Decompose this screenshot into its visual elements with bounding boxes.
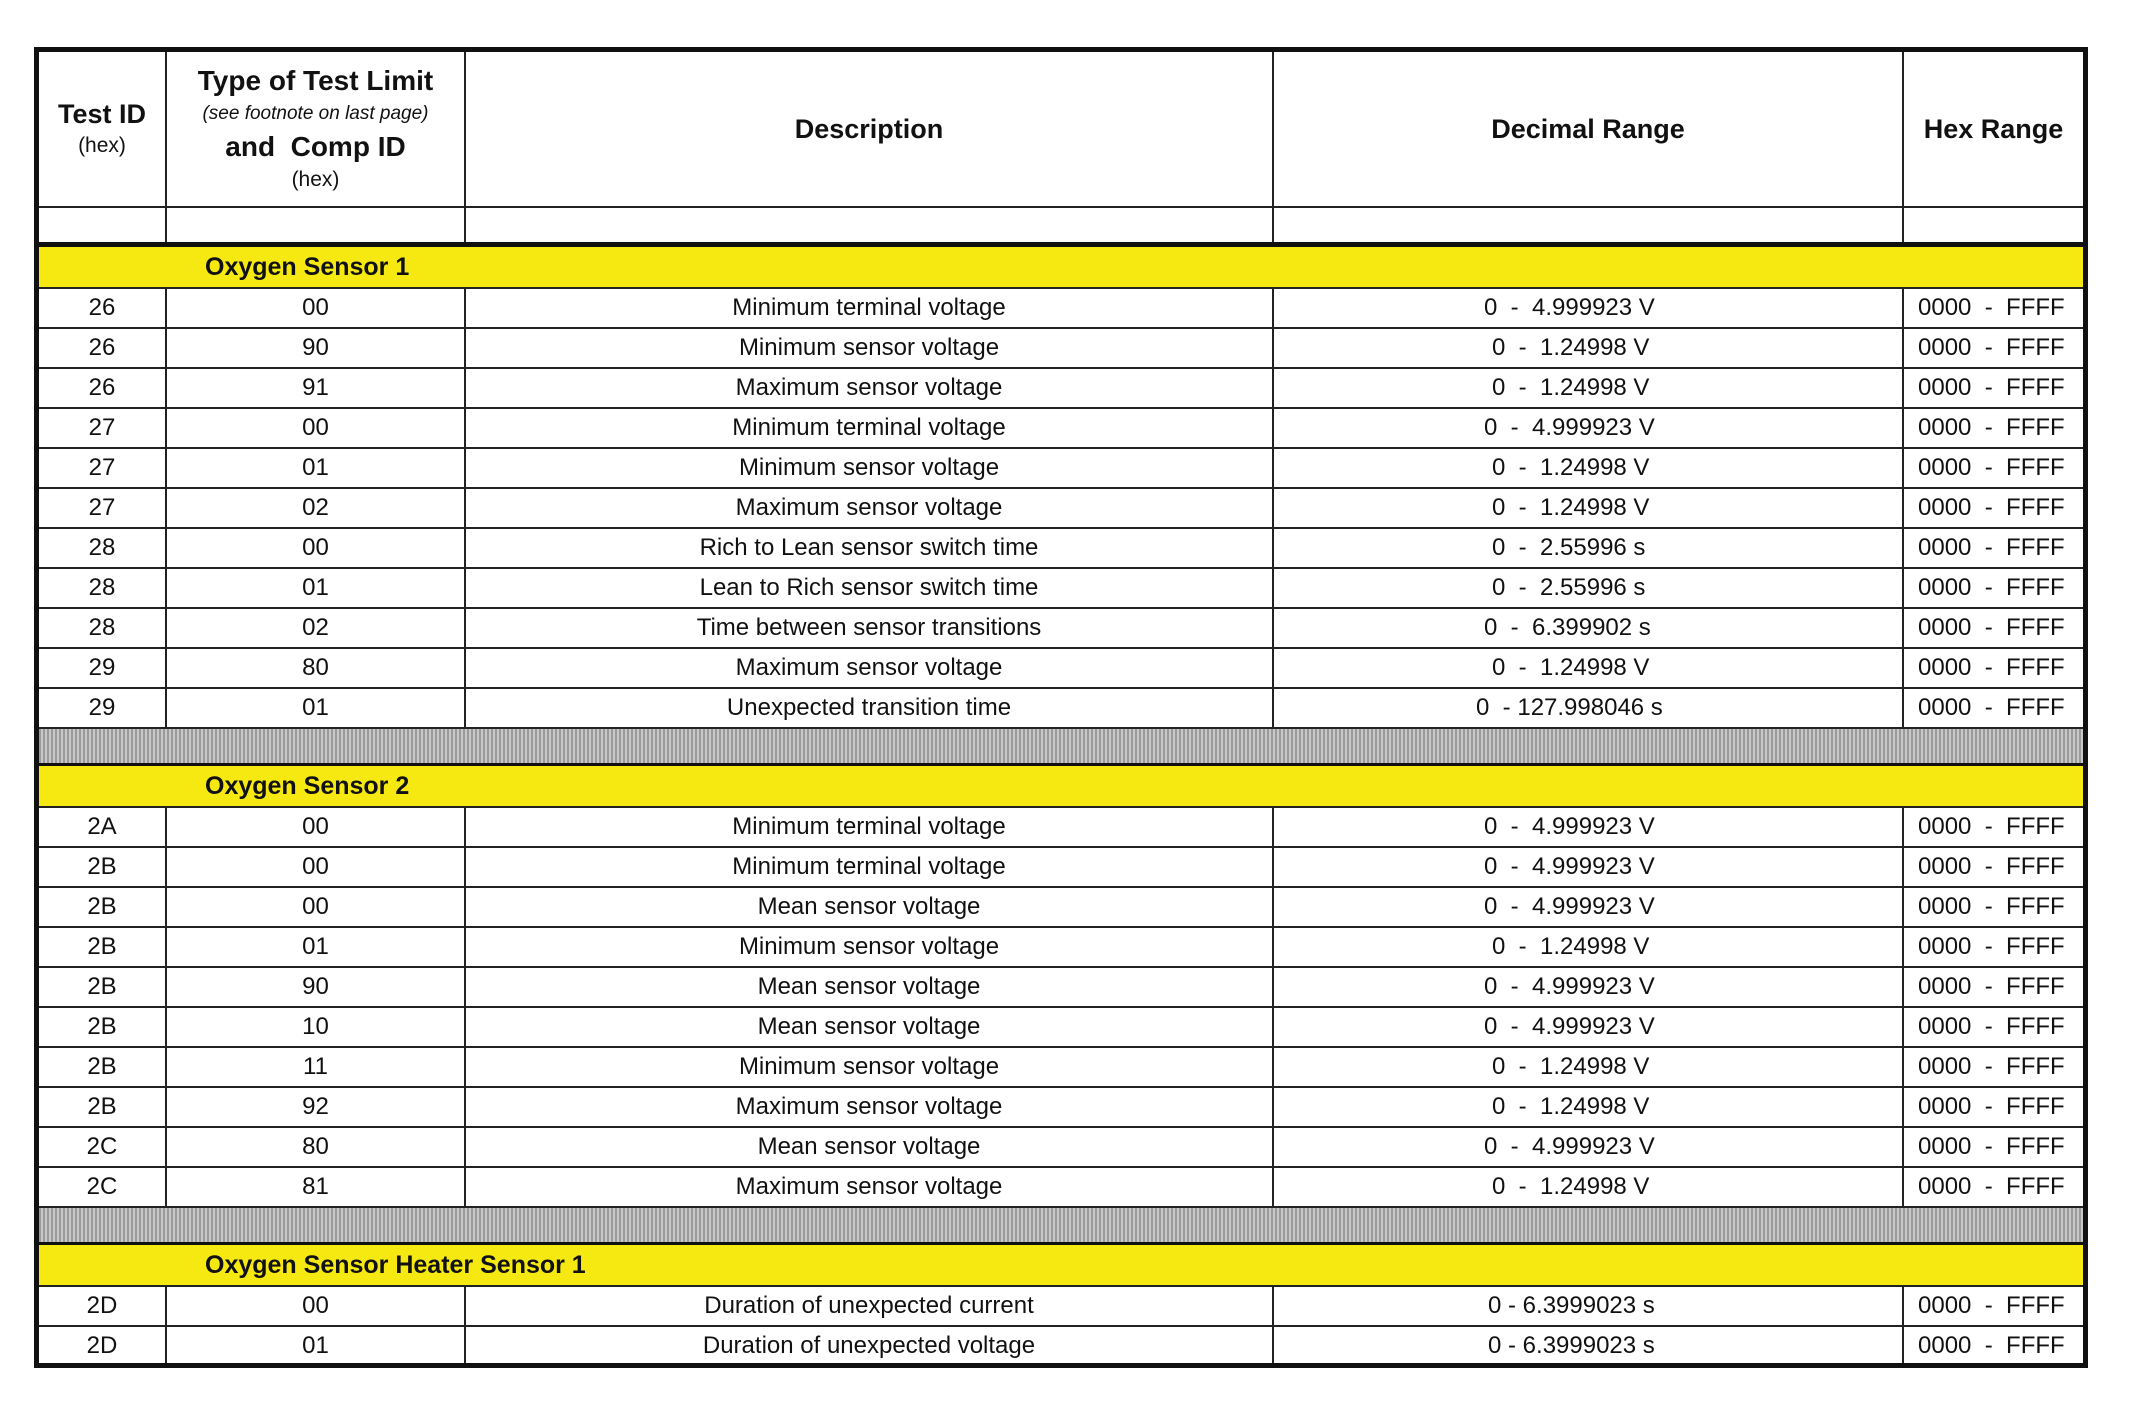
cell-test-id: 26 [39, 328, 166, 368]
section-divider-band [39, 1207, 2083, 1244]
cell-hex-range: 0000 - FFFF [1903, 1127, 2083, 1167]
cell-hex-range: 0000 - FFFF [1903, 568, 2083, 608]
cell-comp-id: 10 [166, 1007, 465, 1047]
cell-decimal-range: 0 - 4.999923 V [1273, 967, 1903, 1007]
cell-comp-id: 01 [166, 927, 465, 967]
cell-comp-id: 02 [166, 608, 465, 648]
cell-decimal-range: 0 - 4.999923 V [1273, 1007, 1903, 1047]
cell-test-id: 2D [39, 1326, 166, 1366]
table-row [39, 408, 2083, 448]
cell-decimal-range: 0 - 1.24998 V [1273, 927, 1903, 967]
table-row [39, 568, 2083, 608]
cell-description: Mean sensor voltage [465, 1007, 1273, 1047]
cell-hex-range: 0000 - FFFF [1903, 847, 2083, 887]
table-row [39, 328, 2083, 368]
cell-decimal-range: 0 - 1.24998 V [1273, 648, 1903, 688]
cell-decimal-range: 0 - 1.24998 V [1273, 1087, 1903, 1127]
cell-description: Maximum sensor voltage [465, 1087, 1273, 1127]
table-row [39, 1326, 2083, 1366]
cell-description: Maximum sensor voltage [465, 648, 1273, 688]
cell-description: Mean sensor voltage [465, 967, 1273, 1007]
cell-decimal-range: 0 - 6.3999023 s [1273, 1326, 1903, 1366]
cell-description: Minimum sensor voltage [465, 448, 1273, 488]
header-test-id [39, 52, 166, 207]
cell-test-id: 2B [39, 887, 166, 927]
cell-description: Minimum terminal voltage [465, 288, 1273, 328]
cell-decimal-range: 0 - 4.999923 V [1273, 887, 1903, 927]
cell-description: Maximum sensor voltage [465, 488, 1273, 528]
table-row [39, 1286, 2083, 1326]
table-row [39, 608, 2083, 648]
cell-comp-id: 90 [166, 328, 465, 368]
cell-hex-range: 0000 - FFFF [1903, 1047, 2083, 1087]
cell-test-id: 2B [39, 1087, 166, 1127]
cell-comp-id: 81 [166, 1167, 465, 1207]
cell-comp-id: 00 [166, 288, 465, 328]
cell-test-id: 2B [39, 967, 166, 1007]
table-row [39, 288, 2083, 328]
table-row [39, 688, 2083, 728]
header-comp-id-unit: (hex) [291, 168, 340, 191]
cell-decimal-range: 0 - 1.24998 V [1273, 488, 1903, 528]
section-header-row [39, 765, 2083, 808]
table-row [39, 648, 2083, 688]
cell-decimal-range: 0 - 4.999923 V [1273, 1127, 1903, 1167]
table-row [39, 807, 2083, 847]
table-row [39, 967, 2083, 1007]
section-title: Oxygen Sensor Heater Sensor 1 [39, 1244, 2083, 1287]
cell-test-id: 27 [39, 448, 166, 488]
cell-hex-range: 0000 - FFFF [1903, 927, 2083, 967]
cell-hex-range: 0000 - FFFF [1903, 528, 2083, 568]
table-row [39, 1127, 2083, 1167]
cell-decimal-range: 0 - 1.24998 V [1273, 328, 1903, 368]
cell-comp-id: 01 [166, 688, 465, 728]
cell-description: Maximum sensor voltage [465, 368, 1273, 408]
cell-comp-id: 00 [166, 1286, 465, 1326]
cell-comp-id: 01 [166, 568, 465, 608]
cell-description: Minimum terminal voltage [465, 807, 1273, 847]
test-limit-table [39, 52, 2083, 1368]
cell-comp-id: 92 [166, 1087, 465, 1127]
cell-hex-range: 0000 - FFFF [1903, 368, 2083, 408]
cell-hex-range: 0000 - FFFF [1903, 408, 2083, 448]
cell-test-id: 26 [39, 288, 166, 328]
cell-description: Duration of unexpected current [465, 1286, 1273, 1326]
header-test-id-label: Test ID [57, 99, 146, 129]
cell-hex-range: 0000 - FFFF [1903, 648, 2083, 688]
cell-hex-range: 0000 - FFFF [1903, 288, 2083, 328]
cell-test-id: 27 [39, 488, 166, 528]
cell-description: Mean sensor voltage [465, 1127, 1273, 1167]
cell-comp-id: 02 [166, 488, 465, 528]
cell-hex-range: 0000 - FFFF [1903, 1007, 2083, 1047]
header-type-label: Type of Test Limit [197, 65, 434, 96]
table-header-row [39, 52, 2083, 207]
cell-description: Minimum terminal voltage [465, 408, 1273, 448]
header-hex-range [1903, 52, 2083, 207]
cell-test-id: 27 [39, 408, 166, 448]
header-type-comp-id [166, 52, 465, 207]
header-comp-id-label: and Comp ID [225, 131, 406, 162]
cell-comp-id: 91 [166, 368, 465, 408]
section-header-row [39, 245, 2083, 289]
cell-description: Lean to Rich sensor switch time [465, 568, 1273, 608]
cell-decimal-range: 0 - 1.24998 V [1273, 448, 1903, 488]
cell-decimal-range: 0 - 4.999923 V [1273, 408, 1903, 448]
cell-comp-id: 90 [166, 967, 465, 1007]
cell-comp-id: 00 [166, 887, 465, 927]
cell-comp-id: 00 [166, 528, 465, 568]
cell-comp-id: 01 [166, 1326, 465, 1366]
cell-hex-range: 0000 - FFFF [1903, 608, 2083, 648]
cell-test-id: 28 [39, 528, 166, 568]
header-decimal-range-label: Decimal Range [1491, 114, 1685, 144]
cell-description: Minimum sensor voltage [465, 328, 1273, 368]
cell-decimal-range: 0 - 6.3999023 s [1273, 1286, 1903, 1326]
cell-description: Minimum sensor voltage [465, 927, 1273, 967]
cell-test-id: 2A [39, 807, 166, 847]
section-header-row [39, 1244, 2083, 1287]
cell-description: Minimum terminal voltage [465, 847, 1273, 887]
cell-comp-id: 80 [166, 1127, 465, 1167]
cell-hex-range: 0000 - FFFF [1903, 1326, 2083, 1366]
cell-hex-range: 0000 - FFFF [1903, 1087, 2083, 1127]
table-row [39, 528, 2083, 568]
table-row [39, 887, 2083, 927]
cell-hex-range: 0000 - FFFF [1903, 488, 2083, 528]
header-description [465, 52, 1273, 207]
cell-comp-id: 00 [166, 408, 465, 448]
cell-hex-range: 0000 - FFFF [1903, 887, 2083, 927]
header-type-note: (see footnote on last page) [202, 103, 429, 124]
cell-decimal-range: 0 - 4.999923 V [1273, 288, 1903, 328]
cell-test-id: 29 [39, 648, 166, 688]
table-body [39, 245, 2083, 1369]
table-row [39, 368, 2083, 408]
cell-test-id: 28 [39, 568, 166, 608]
cell-description: Minimum sensor voltage [465, 1047, 1273, 1087]
cell-decimal-range: 0 - 2.55996 s [1273, 568, 1903, 608]
section-divider-band [39, 1366, 2083, 1368]
cell-description: Maximum sensor voltage [465, 1167, 1273, 1207]
header-description-label: Description [794, 114, 944, 144]
table-row [39, 1167, 2083, 1207]
test-limit-table-frame [34, 47, 2088, 1368]
cell-description: Unexpected transition time [465, 688, 1273, 728]
cell-decimal-range: 0 - 1.24998 V [1273, 1167, 1903, 1207]
cell-hex-range: 0000 - FFFF [1903, 328, 2083, 368]
table-row [39, 1007, 2083, 1047]
cell-test-id: 2C [39, 1167, 166, 1207]
cell-test-id: 2D [39, 1286, 166, 1326]
table-row [39, 448, 2083, 488]
cell-decimal-range: 0 - 4.999923 V [1273, 807, 1903, 847]
cell-comp-id: 80 [166, 648, 465, 688]
cell-comp-id: 01 [166, 448, 465, 488]
table-row [39, 927, 2083, 967]
cell-comp-id: 00 [166, 807, 465, 847]
table-row [39, 488, 2083, 528]
cell-decimal-range: 0 - 4.999923 V [1273, 847, 1903, 887]
cell-test-id: 2B [39, 1047, 166, 1087]
cell-description: Time between sensor transitions [465, 608, 1273, 648]
cell-hex-range: 0000 - FFFF [1903, 1286, 2083, 1326]
section-divider-band [39, 728, 2083, 765]
header-hex-range-label: Hex Range [1923, 114, 2064, 144]
cell-test-id: 2B [39, 927, 166, 967]
header-spacer-row [39, 207, 2083, 245]
cell-hex-range: 0000 - FFFF [1903, 688, 2083, 728]
cell-decimal-range: 0 - 6.399902 s [1273, 608, 1903, 648]
cell-decimal-range: 0 - 1.24998 V [1273, 368, 1903, 408]
cell-test-id: 26 [39, 368, 166, 408]
cell-hex-range: 0000 - FFFF [1903, 1167, 2083, 1207]
cell-decimal-range: 0 - 1.24998 V [1273, 1047, 1903, 1087]
cell-hex-range: 0000 - FFFF [1903, 967, 2083, 1007]
cell-hex-range: 0000 - FFFF [1903, 807, 2083, 847]
table-row [39, 1087, 2083, 1127]
cell-test-id: 2B [39, 847, 166, 887]
cell-description: Duration of unexpected voltage [465, 1326, 1273, 1366]
cell-test-id: 2C [39, 1127, 166, 1167]
cell-description: Rich to Lean sensor switch time [465, 528, 1273, 568]
cell-test-id: 28 [39, 608, 166, 648]
cell-comp-id: 11 [166, 1047, 465, 1087]
header-test-id-unit: (hex) [78, 134, 126, 157]
cell-decimal-range: 0 - 2.55996 s [1273, 528, 1903, 568]
table-row [39, 1047, 2083, 1087]
cell-test-id: 2B [39, 1007, 166, 1047]
header-decimal-range [1273, 52, 1903, 207]
cell-description: Mean sensor voltage [465, 887, 1273, 927]
section-title: Oxygen Sensor 1 [39, 245, 2083, 289]
cell-test-id: 29 [39, 688, 166, 728]
cell-decimal-range: 0 - 127.998046 s [1273, 688, 1903, 728]
cell-comp-id: 00 [166, 847, 465, 887]
section-title: Oxygen Sensor 2 [39, 765, 2083, 808]
table-row [39, 847, 2083, 887]
cell-hex-range: 0000 - FFFF [1903, 448, 2083, 488]
